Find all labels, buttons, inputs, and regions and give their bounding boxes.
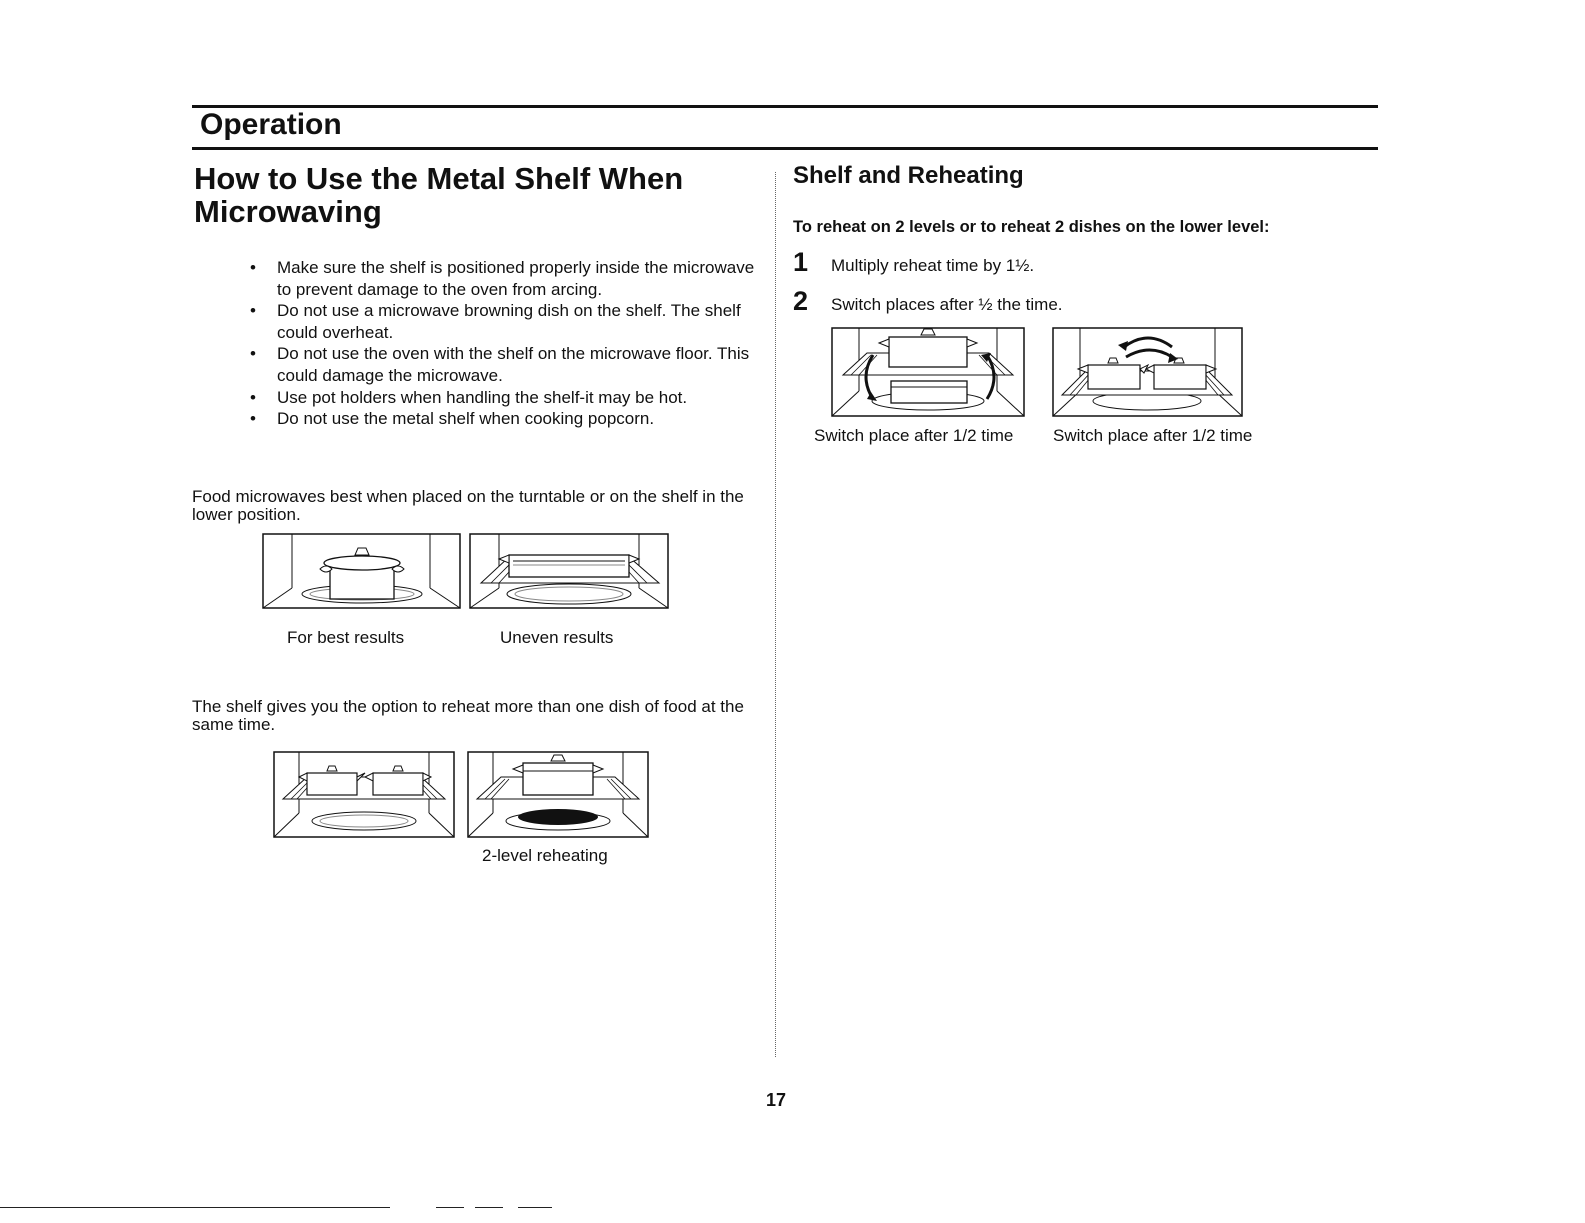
uneven-results-caption: Uneven results — [500, 628, 614, 647]
uneven-results-illustration — [469, 533, 669, 609]
reheat-intro: To reheat on 2 levels or to reheat 2 dishes on the lower level: — [793, 218, 1270, 236]
two-level-caption: 2-level reheating — [482, 846, 608, 865]
bullet-item: • Do not use the metal shelf when cooking popcorn. — [250, 408, 770, 430]
swap-levels-caption: Switch place after 1/2 time — [814, 426, 1014, 445]
top-rule — [192, 105, 1378, 108]
column-divider — [775, 172, 776, 1057]
swap-levels-illustration — [831, 327, 1025, 417]
bullet-item: • Make sure the shelf is positioned properly inside the microwave to prevent damage to the oven from arcing. — [250, 257, 770, 300]
step-number: 1 — [793, 247, 809, 277]
footer-rule — [518, 1207, 552, 1208]
bullet-item: • Do not use the oven with the shelf on the microwave floor. This could damage the microwave. — [250, 343, 770, 386]
safety-bullet-list — [250, 257, 770, 430]
bullet-item: • Use pot holders when handling the shelf-it may be hot. — [250, 387, 770, 409]
footer-rule — [475, 1207, 503, 1208]
section-title: Operation — [200, 108, 342, 141]
swap-positions-caption: Switch place after 1/2 time — [1053, 426, 1253, 445]
page-number: 17 — [766, 1090, 787, 1110]
best-results-illustration — [262, 533, 461, 609]
step-1 — [793, 247, 1034, 278]
header-bottom-rule — [192, 147, 1378, 150]
placement-paragraph: Food microwaves best when placed on the turntable or on the shelf in the lower position. — [192, 487, 744, 524]
two-dishes-shelf-illustration — [273, 751, 455, 838]
footer-rule — [0, 1207, 390, 1208]
step-number: 2 — [793, 286, 809, 316]
footer-rule — [436, 1207, 464, 1208]
shelf-reheating-title: Shelf and Reheating — [793, 162, 1024, 189]
main-title: How to Use the Metal Shelf When Microwaving — [194, 161, 684, 229]
two-level-reheating-illustration — [467, 751, 649, 838]
step-2 — [793, 286, 1063, 317]
best-results-caption: For best results — [287, 628, 405, 647]
swap-positions-illustration — [1052, 327, 1243, 417]
multi-dish-paragraph: The shelf gives you the option to reheat more than one dish of food at the same time. — [192, 697, 744, 734]
step-text: Switch places after ½ the time. — [831, 295, 1063, 314]
step-text: Multiply reheat time by 1½. — [831, 256, 1035, 275]
bullet-item: • Do not use a microwave browning dish on the shelf. The shelf could overheat. — [250, 300, 770, 343]
